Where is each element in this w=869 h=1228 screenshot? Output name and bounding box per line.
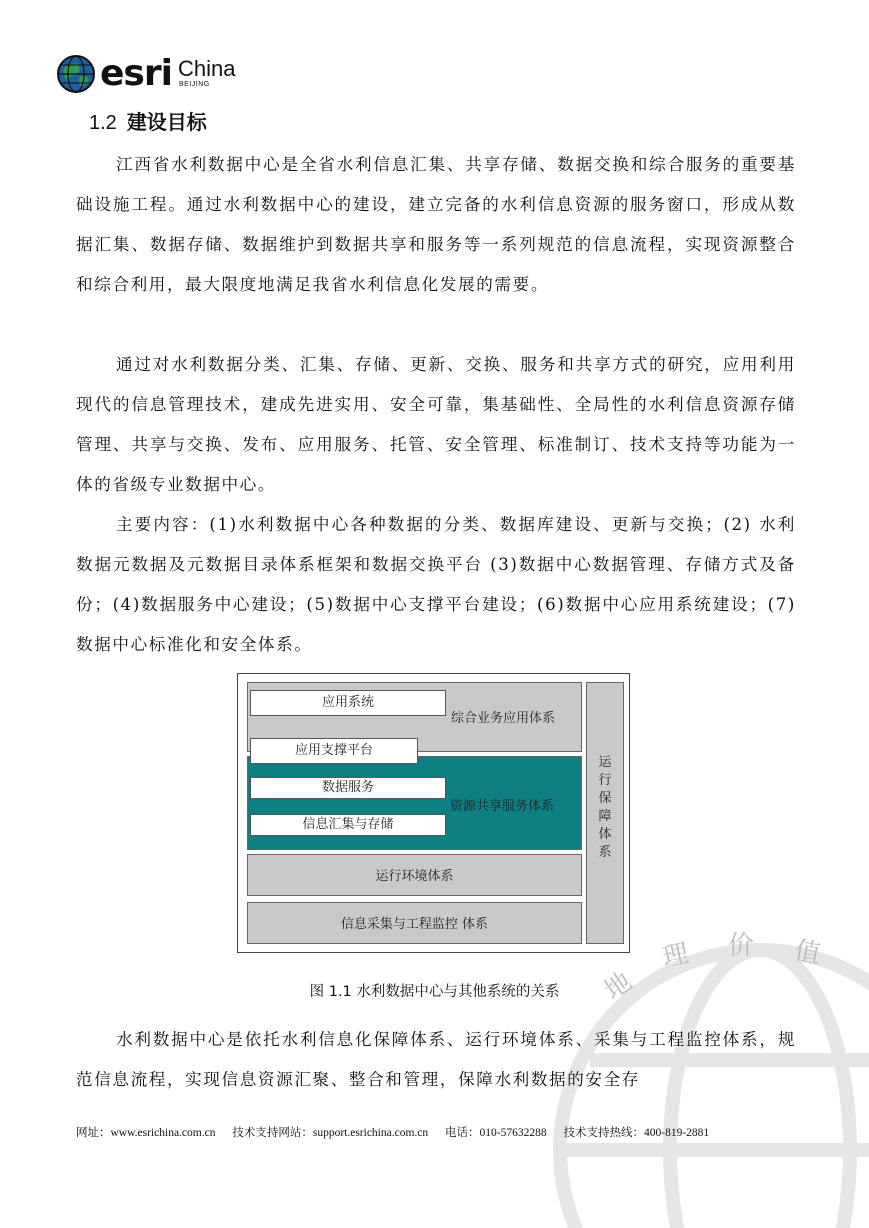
paragraph-goal: 江西省水利数据中心是全省水利信息汇集、共享存储、数据交换和综合服务的重要基础设施工程。通过水利数据中心的建设，建立完备的水利信息资源的服务窗口，形成从数据汇集、数据存储、数据维护到数据共享和服务等一系列规范的信息流程，实现资源整合和综合利用，最大限度地满足我省水利信息化发展的需要。 [76,155,796,294]
collect-monitor-label: 信息采集与工程监控 体系 [340,917,489,932]
section-heading [89,106,207,135]
footer-phone: 电话：010-57632288 [445,1127,547,1139]
run-env-label: 运行环境体系 [375,869,454,884]
paragraph-basis: 水利数据中心是依托水利信息化保障体系、运行环境体系、采集与工程监控体系，规范信息流程，实现信息资源汇聚、整合和管理，保障水利数据的安全存 [76,1030,796,1089]
page-footer [76,1124,723,1140]
watermark-char: 理 [659,938,692,974]
integrated-app-label: 综合业务应用体系 [451,711,556,726]
globe-icon [56,54,96,94]
info-collect-box: 信息汇集与存储 [250,814,446,836]
figure-caption: 图 1.1 水利数据中心与其他系统的关系 [309,984,560,1000]
paragraph-contents: 主要内容：(1)水利数据中心各种数据的分类、数据库建设、更新与交换；(2) 水利数据元数据及元数据目录体系框架和数据交换平台 (3)数据中心数据管理、存储方式及备份；(4)数据服务中心建设；(5)数据中心支撑平台建设；(6)数据中心应用系统建设；(7) 数据中心标准化和安全体系。 [76,515,796,654]
support-platform-box: 应用支撑平台 [250,738,418,764]
brand-name: esri [100,53,172,94]
resource-share-label: 资源共享服务体系 [450,799,555,814]
footer-hotline: 技术支持热线：400-819-2881 [563,1127,710,1139]
footer-support-site: 技术支持网站：support.esrichina.com.cn [232,1127,429,1139]
watermark-char: 值 [792,935,823,970]
paragraph-method: 通过对水利数据分类、汇集、存储、更新、交换、服务和共享方式的研究，应用利用现代的信息管理技术，建成先进实用、安全可靠，集基础性、全局性的水利信息资源存储管理、共享与交换、发布、应用服务、托管、安全管理、标准制订、技术支持等功能为一体的省级专业数据中心。 [76,355,796,494]
section-number: 1.2 [89,112,117,134]
watermark-char: 价 [728,931,755,961]
guarantee-label: 运行保障体系 [598,755,612,860]
watermark-char: 地 [599,966,638,1007]
architecture-diagram [237,673,630,953]
data-service-box: 数据服务 [250,777,446,799]
app-system-box: 应用系统 [250,690,446,716]
brand-city: BEIJING [179,81,210,88]
footer-website: 网址：www.esrichina.com.cn [76,1127,216,1139]
section-title: 建设目标 [126,110,207,134]
brand-region: China [178,56,236,81]
